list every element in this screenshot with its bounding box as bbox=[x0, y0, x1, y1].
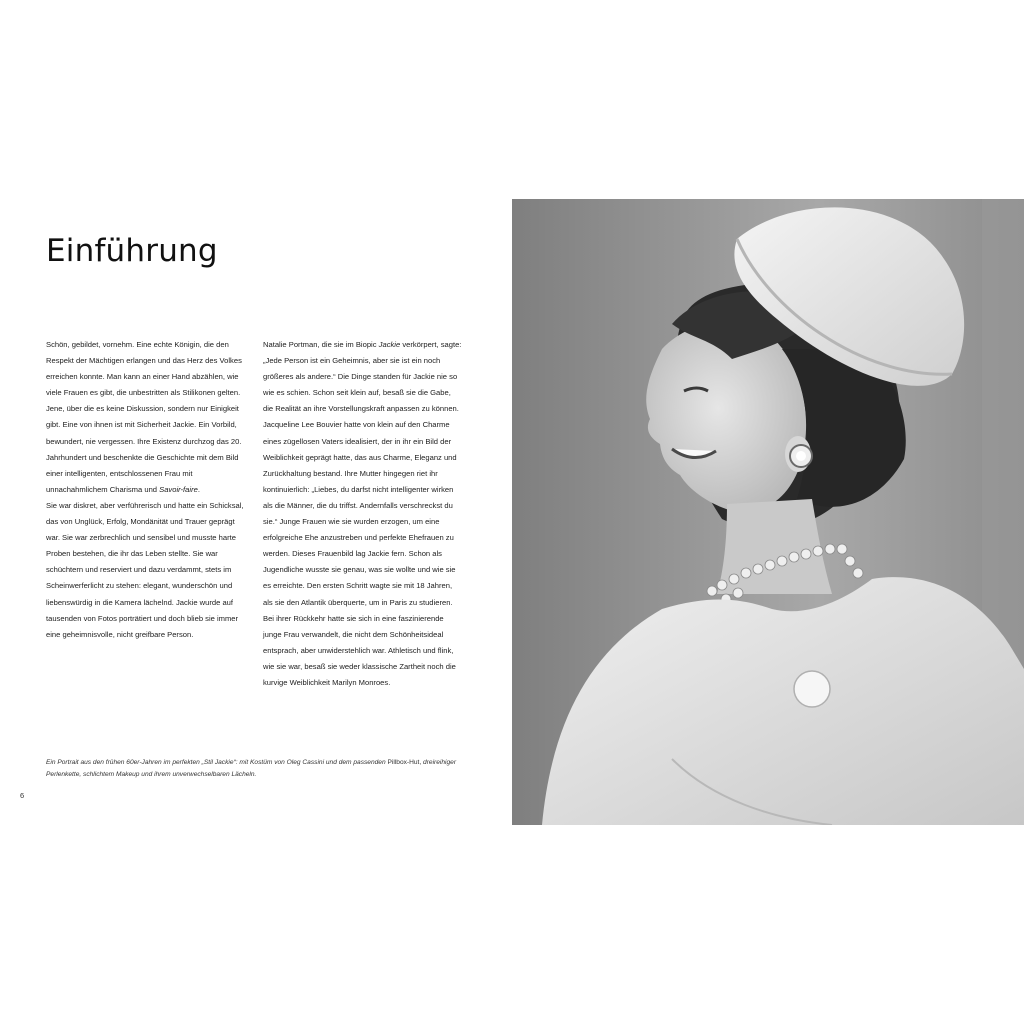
paragraph-intro-text: Schön, gebildet, vornehm. Eine echte Königin, die den Respekt der Mächtigen erlangen und das Herz des Volkes erreichen konnte. Man kann an einer Hand abzählen, wie viele Frauen es gibt, die unbestritten als Stilikonen gelten. Jene, über die es keine Diskussion, sondern nur Einigkeit gibt. Eine von ihnen ist mit Sicherheit Jackie. Ein Vorbild, bewundert, nie vergessen. Ihre Existenz durchzog das 20. Jahrhundert und beschenkte die Geschichte mit dem Bild einer intelligenten, entschlossenen Frau mit unnachahmlichem Charisma und bbox=[46, 340, 242, 494]
caption-part-2: Pillbox-Hut, bbox=[387, 759, 422, 766]
page-title: Einführung bbox=[46, 233, 218, 269]
page-number: 6 bbox=[20, 791, 25, 800]
portrait-photo bbox=[512, 199, 1024, 825]
body-column-right bbox=[263, 337, 463, 691]
photo-caption bbox=[46, 757, 466, 780]
body-column-left bbox=[46, 337, 246, 643]
caption-part-3: dreireihiger Perlenkette, schlichtem Makeup und ihrem unverwechselbaren Lächeln. bbox=[46, 759, 457, 778]
paragraph-second: Sie war diskret, aber verführerisch und hatte ein Schicksal, das von Unglück, Erfolg, Mondänität und Trauer geprägt war. Sie war zerbrechlich und sensibel und musste harte Proben bestehen, die ihr das Leben stellte. Sie war schüchtern und reserviert und dazu verdammt, stets im Scheinwerferlicht zu stehen: elegant, wunderschön und liebenswürdig in die Kamera lächelnd. Jackie wurde auf tausenden von Fotos porträtiert und doch blieb sie immer eine geheimnisvolle, nicht greifbare Person. bbox=[46, 500, 244, 639]
paragraph-intro-end: . bbox=[197, 484, 200, 494]
paragraph-right-rest: verkörpert, sagte: „Jede Person ist ein Geheimnis, aber sie ist ein noch größeres als andere.“ Die Dinge standen für Jackie nie so wie es schien. Schon seit klein auf, besaß sie die Gabe, die Realität an ihre Vorstellungskraft anpassen zu können. Jacqueline Lee Bouvier hatte von klein auf den Charme eines zügellosen Vaters idealisiert, der in ihr ein Bild der Weiblichkeit geprägt hatte, das aus Charme, Eleganz und Zurückhaltung bestand. Ihre Mutter hingegen riet ihr kontinuierlich: „Liebes, du darfst nicht intelligenter wirken als die Männer, die du triffst. Andernfalls verschreckst du sie.“ Junge Frauen wie sie wurden erzogen, um eine erfolgreiche Ehe anzustreben und perfekte Ehefrauen zu werden. Dieses Frauenbild lag Jackie fern. Schon als Jugendliche wusste sie genau, was sie wollte und wie sie es erreichte. Den ersten Schritt wagte sie mit 18 Jahren, als sie den Atlantik überquerte, um in Paris zu studieren. Bei ihrer Rückkehr hatte sie sich in eine faszinierende junge Frau verwandelt, die nicht dem Schönheitsideal entsprach, aber unwiderstehlich war. Athletisch und flink, wie sie war, besaß sie weder klassische Zartheit noch die kurvige Weiblichkeit Marilyn Monroes. bbox=[263, 340, 462, 687]
paragraph-right-start: Natalie Portman, die sie im Biopic bbox=[263, 340, 377, 349]
portrait-illustration bbox=[512, 199, 1024, 825]
paragraph-right bbox=[263, 337, 463, 691]
caption-part-1: Ein Portrait aus den frühen 60er-Jahren im perfekten „Stil Jackie“: mit Kostüm von Oleg Cassini und dem passenden bbox=[46, 759, 386, 766]
paragraph-intro-italic: Savoir-faire bbox=[159, 484, 198, 494]
paragraph-right-italic: Jackie bbox=[378, 340, 401, 349]
paragraph-intro bbox=[46, 337, 246, 498]
